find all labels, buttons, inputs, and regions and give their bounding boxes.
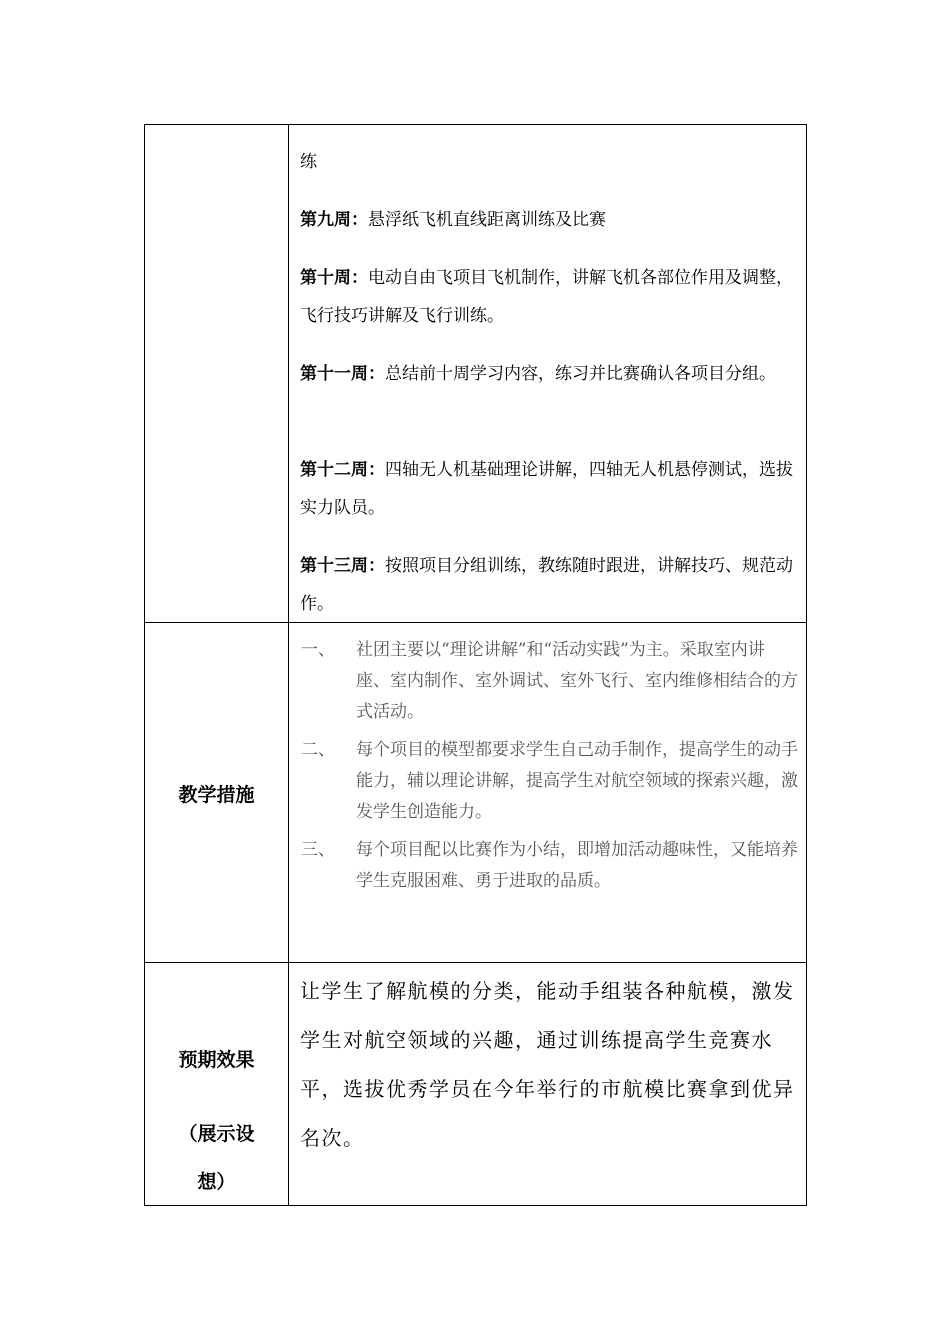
effect-label: 预期效果 bbox=[178, 1049, 255, 1071]
measure-item: 每个项目的模型都要求学生自己动手制作，提高学生的动手能力，辅以理论讲解，提高学生对航空领域的探索兴趣，激发学生创造能力。 bbox=[356, 740, 798, 822]
effect-label-sub: （展示设 bbox=[178, 1123, 255, 1145]
week-label: 第十一周： bbox=[300, 364, 385, 384]
column-divider bbox=[288, 125, 289, 1205]
measure-number: 一、 bbox=[301, 640, 335, 660]
week-text: 按照项目分组训练，教练随时跟进，讲解技巧、规范动作。 bbox=[300, 556, 793, 614]
week-13 bbox=[300, 547, 800, 623]
week-text: 电动自由飞项目飞机制作，讲解飞机各部位作用及调整，飞行技巧讲解及飞行训练。 bbox=[300, 268, 793, 326]
effect-label-sub: 想） bbox=[197, 1171, 236, 1193]
week-9 bbox=[300, 201, 800, 239]
measure-number: 二、 bbox=[301, 740, 335, 760]
week-12 bbox=[300, 451, 800, 527]
measure-item: 每个项目配以比赛作为小结，即增加活动趣味性，又能培养学生克服困难、勇于进取的品质。 bbox=[356, 840, 798, 891]
schedule-lead: 练 bbox=[300, 152, 317, 172]
measure-number: 三、 bbox=[301, 840, 335, 860]
week-label: 第九周： bbox=[300, 210, 368, 230]
week-11 bbox=[300, 355, 800, 393]
week-10 bbox=[300, 259, 800, 335]
week-text: 四轴无人机基础理论讲解，四轴无人机悬停测试，选拔实力队员。 bbox=[300, 460, 793, 518]
plan-table bbox=[144, 124, 807, 1206]
measures-label: 教学措施 bbox=[178, 784, 255, 806]
row-divider bbox=[145, 962, 806, 963]
week-label: 第十三周： bbox=[300, 556, 385, 576]
week-label: 第十周： bbox=[300, 268, 368, 288]
week-text: 总结前十周学习内容，练习并比赛确认各项目分组。 bbox=[385, 364, 776, 384]
week-text: 悬浮纸飞机直线距离训练及比赛 bbox=[368, 210, 606, 230]
measure-item: 社团主要以“理论讲解”和“活动实践”为主。采取室内讲座、室内制作、室外调试、室外飞行、室内维修相结合的方式活动。 bbox=[356, 640, 798, 722]
effect-text: 让学生了解航模的分类，能动手组装各种航模，激发学生对航空领域的兴趣，通过训练提高学生竞赛水平，选拔优秀学员在今年举行的市航模比赛拿到优异名次。 bbox=[300, 979, 795, 1150]
week-label: 第十二周： bbox=[300, 460, 385, 480]
